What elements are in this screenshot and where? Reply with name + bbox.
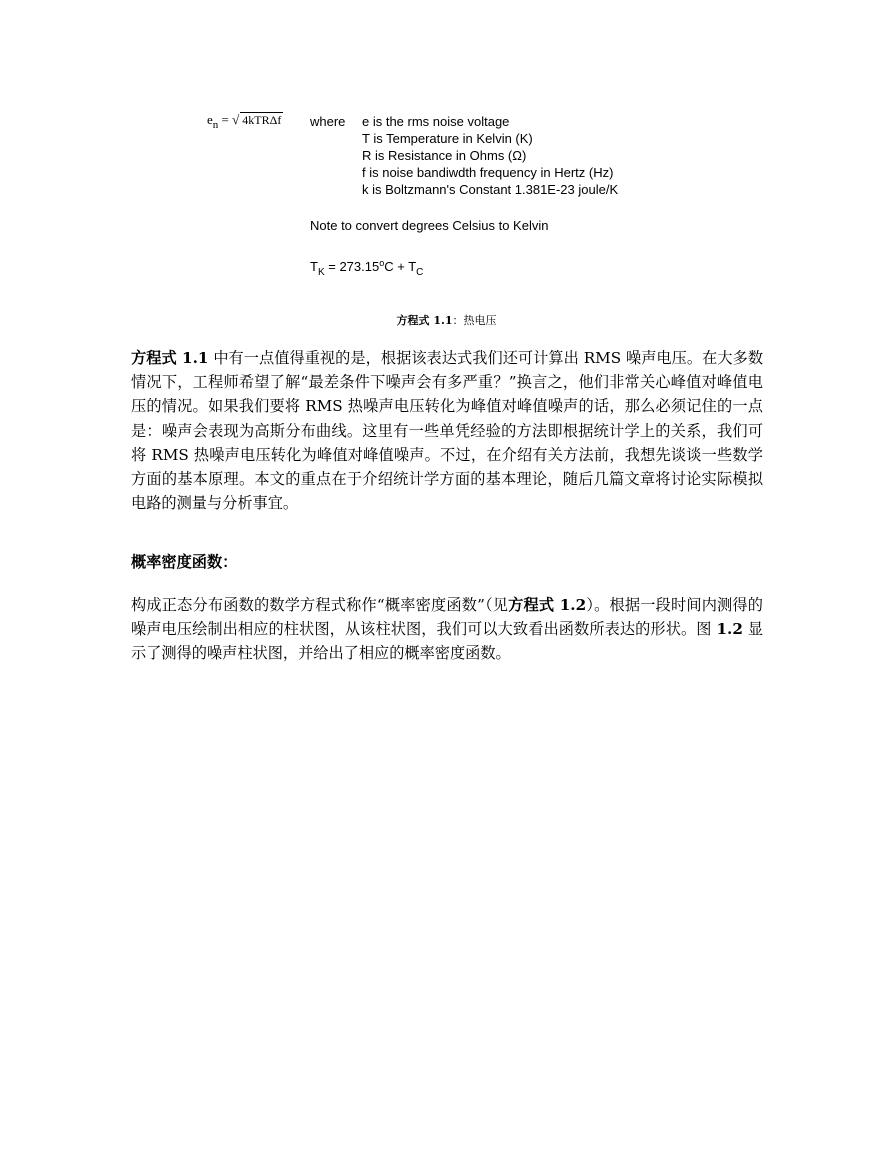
paragraph2-figure-ref: 1.2 [716,620,743,639]
paragraph1-text: 中有一点值得重视的是，根据该表达式我们还可计算出 RMS 噪声电压。在大多数情况下，工程师希望了解“最差条件下噪声会有多严重？”换言之，他们非常关心峰值对峰值电压的情况。如果我们要将 RMS 热噪声电压转化为峰值对峰值噪声的话，那么必须记住的一点是：噪声会表现为高斯分布曲线。这里有一些单凭经验的方法即根据统计学上的关系，我们可将 RMS 热噪声电压转化为峰值对峰值噪声。不过，在介绍有关方法前，我想先谈谈一些数学方面的基本原理。本文的重点在于介绍统计学方面的基本理论，随后几篇文章将讨论实际模拟电路的测量与分析事宜。 [131,349,764,513]
kelvin-conversion-formula [310,258,423,277]
degree-superscript: o [379,258,385,268]
where-label: where [310,114,346,129]
paragraph2-part1: 构成正态分布函数的数学方程式称作“概率密度函数”（见 [131,596,509,614]
variable-definitions [362,113,618,198]
definition-k: k is Boltzmann's Constant 1.381E-23 joule/K [362,182,619,197]
definition-r: R is Resistance in Ohms (Ω) [362,148,527,163]
equation-lhs-subscript: n [212,119,219,131]
definition-t: T is Temperature in Kelvin (K) [362,131,533,146]
definition-f: f is noise bandiwdth frequency in Hertz (Hz) [362,165,614,180]
paragraph1-equation-ref: 方程式 1.1 [131,349,209,367]
paragraph2-part3: 显示了测得的噪声柱状图，并给出了相应的概率密度函数。 [131,620,764,663]
paragraph-rms-noise [131,346,763,515]
equation-lhs: e [207,112,213,127]
equation-equals: = [218,112,233,127]
paragraph2-part2: ）。根据一段时间内测得的噪声电压绘制出相应的柱状图，从该柱状图，我们可以大致看出函数所表达的形状。图 [131,596,763,639]
section-heading: 概率密度函数： [131,553,238,571]
conversion-note: Note to convert degrees Celsius to Kelvin [310,218,549,233]
caption-text: ：热电压 [452,314,497,327]
sqrt-icon: √ [232,112,240,127]
caption-label: 方程式 1.1 [396,314,453,327]
thermal-noise-equation [207,112,283,131]
tk-subscript: K [317,267,325,278]
equation-radicand: 4kTRΔf [242,113,282,127]
paragraph2-equation-ref: 方程式 1.2 [508,596,587,614]
tk-constant: = 273.15 [324,259,380,274]
tc-subscript: C [416,267,424,278]
definition-e: e is the rms noise voltage [362,114,510,129]
paragraph-pdf [131,593,763,666]
tk-plus: C + T [384,259,417,274]
equation-caption [0,312,893,328]
tk-symbol: T [310,259,318,274]
